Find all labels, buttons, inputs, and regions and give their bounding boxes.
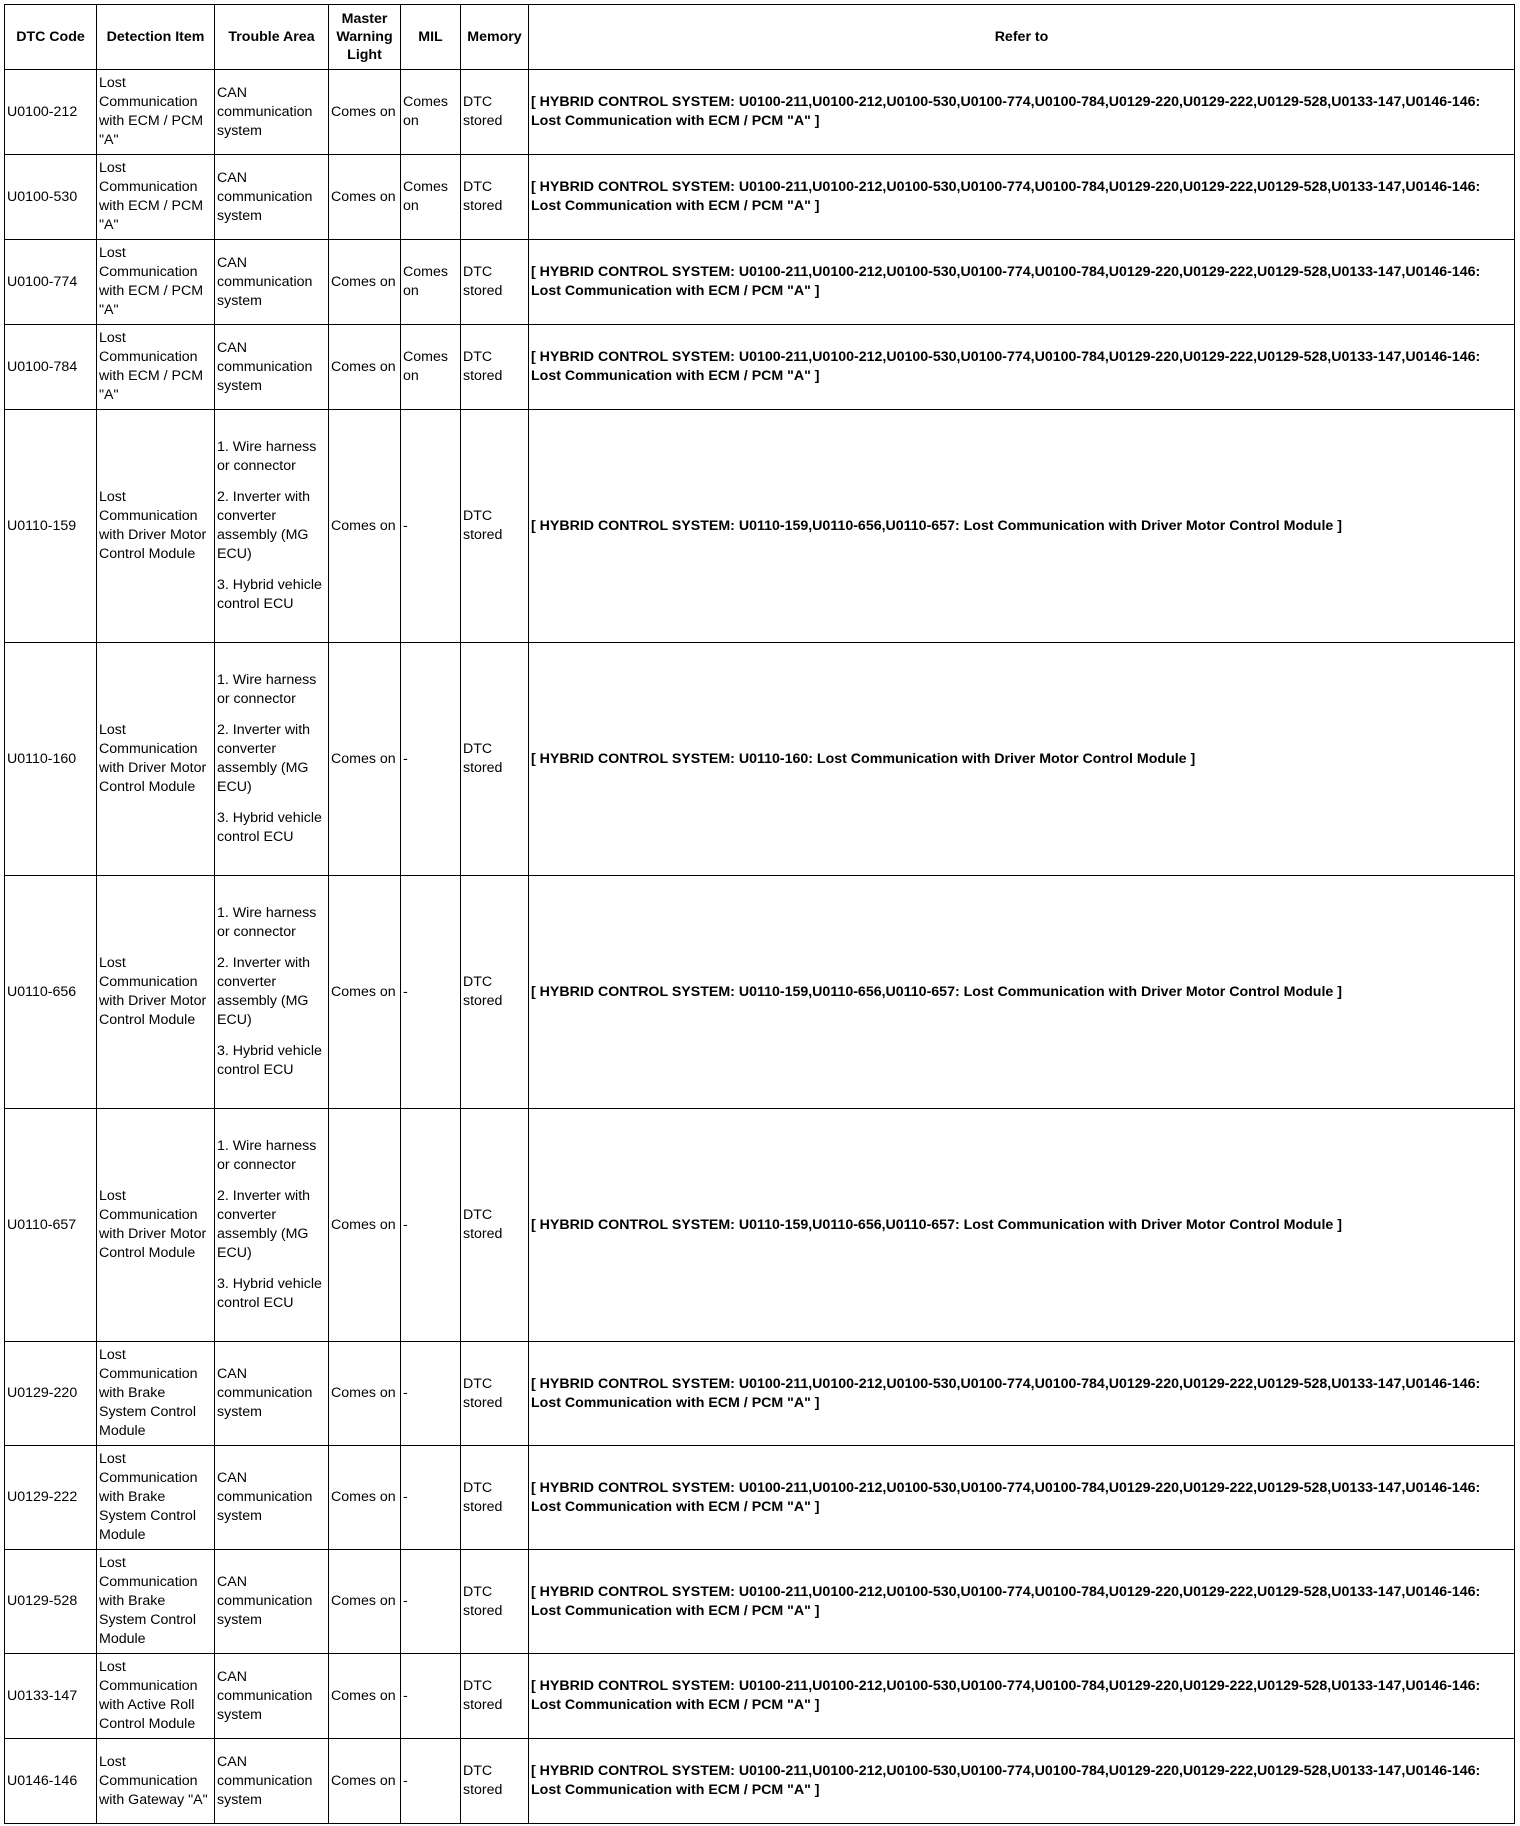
mil-cell: -: [401, 876, 461, 1109]
dtc-code-cell: U0129-528: [5, 1550, 97, 1654]
trouble-area-line: CAN communication system: [217, 1668, 313, 1723]
master-warning-cell: Comes on: [329, 70, 401, 155]
trouble-area-cell: [215, 1446, 329, 1550]
header-master-warning-light: Master Warning Light: [329, 5, 401, 70]
trouble-area-line: 2. Inverter with converter assembly (MG ECU): [217, 489, 311, 562]
table-row: [5, 155, 1515, 240]
table-row: [5, 1550, 1515, 1654]
trouble-area-cell: [215, 1739, 329, 1824]
trouble-area-cell: [215, 1550, 329, 1654]
table-row: [5, 643, 1515, 876]
dtc-code-cell: U0129-222: [5, 1446, 97, 1550]
trouble-area-line: CAN communication system: [217, 1574, 313, 1628]
memory-cell: DTC stored: [461, 410, 529, 643]
table-row: [5, 70, 1515, 155]
trouble-area-cell: [215, 325, 329, 410]
detection-item-cell: Lost Communication with Brake System Control Module: [97, 1342, 215, 1446]
mil-cell: -: [401, 1654, 461, 1739]
master-warning-cell: Comes on: [329, 1342, 401, 1446]
trouble-area-line: CAN communication system: [217, 84, 313, 139]
refer-to-cell: [ HYBRID CONTROL SYSTEM: U0100-211,U0100-212,U0100-530,U0100-774,U0100-784,U0129-220,U0129-222,U0129-528,U0133-147,U0146-146: Lost Communication with ECM / PCM "A" ]: [529, 1654, 1515, 1739]
header-mil: MIL: [401, 5, 461, 70]
trouble-area-line: 2. Inverter with converter assembly (MG ECU): [217, 1188, 311, 1261]
trouble-area-cell: [215, 155, 329, 240]
header-memory: Memory: [461, 5, 529, 70]
master-warning-cell: Comes on: [329, 155, 401, 240]
trouble-area-line: 2. Inverter with converter assembly (MG ECU): [217, 722, 311, 795]
master-warning-cell: Comes on: [329, 240, 401, 325]
trouble-area-line: 2. Inverter with converter assembly (MG ECU): [217, 955, 311, 1028]
mil-cell: -: [401, 1550, 461, 1654]
memory-cell: DTC stored: [461, 643, 529, 876]
mil-cell: -: [401, 1342, 461, 1446]
memory-cell: DTC stored: [461, 1739, 529, 1824]
table-row: [5, 1739, 1515, 1824]
mil-cell: -: [401, 1446, 461, 1550]
mil-cell: Comes on: [401, 325, 461, 410]
trouble-area-line: CAN communication system: [217, 254, 313, 309]
detection-item-cell: Lost Communication with Driver Motor Control Module: [97, 876, 215, 1109]
trouble-area-line: 3. Hybrid vehicle control ECU: [217, 577, 322, 612]
refer-to-cell: [ HYBRID CONTROL SYSTEM: U0110-159,U0110-656,U0110-657: Lost Communication with Driver Motor Control Module ]: [529, 410, 1515, 643]
master-warning-cell: Comes on: [329, 643, 401, 876]
trouble-area-line: CAN communication system: [217, 169, 313, 224]
dtc-code-cell: U0100-530: [5, 155, 97, 240]
memory-cell: DTC stored: [461, 1550, 529, 1654]
master-warning-cell: Comes on: [329, 1739, 401, 1824]
trouble-area-line: 1. Wire harness or connector: [217, 905, 317, 940]
dtc-code-cell: U0129-220: [5, 1342, 97, 1446]
mil-cell: Comes on: [401, 155, 461, 240]
table-row: [5, 876, 1515, 1109]
master-warning-cell: Comes on: [329, 876, 401, 1109]
trouble-area-line: CAN communication system: [217, 1753, 313, 1808]
dtc-table: [4, 4, 1515, 1824]
dtc-code-cell: U0146-146: [5, 1739, 97, 1824]
dtc-code-cell: U0110-657: [5, 1109, 97, 1342]
table-row: [5, 1446, 1515, 1550]
mil-cell: -: [401, 1739, 461, 1824]
memory-cell: DTC stored: [461, 1654, 529, 1739]
dtc-code-cell: U0110-656: [5, 876, 97, 1109]
trouble-area-cell: [215, 1342, 329, 1446]
master-warning-cell: Comes on: [329, 1109, 401, 1342]
refer-to-cell: [ HYBRID CONTROL SYSTEM: U0110-159,U0110-656,U0110-657: Lost Communication with Driver Motor Control Module ]: [529, 1109, 1515, 1342]
memory-cell: DTC stored: [461, 876, 529, 1109]
trouble-area-cell: [215, 240, 329, 325]
trouble-area-line: CAN communication system: [217, 1366, 313, 1420]
refer-to-cell: [ HYBRID CONTROL SYSTEM: U0100-211,U0100-212,U0100-530,U0100-774,U0100-784,U0129-220,U0129-222,U0129-528,U0133-147,U0146-146: Lost Communication with ECM / PCM "A" ]: [529, 155, 1515, 240]
detection-item-cell: Lost Communication with Driver Motor Control Module: [97, 410, 215, 643]
trouble-area-cell: [215, 876, 329, 1109]
trouble-area-line: 1. Wire harness or connector: [217, 439, 317, 474]
header-refer-to: Refer to: [529, 5, 1515, 70]
detection-item-cell: Lost Communication with Driver Motor Control Module: [97, 1109, 215, 1342]
refer-to-cell: [ HYBRID CONTROL SYSTEM: U0110-160: Lost Communication with Driver Motor Control Module ]: [529, 643, 1515, 876]
master-warning-cell: Comes on: [329, 1654, 401, 1739]
dtc-code-cell: U0110-160: [5, 643, 97, 876]
table-row: [5, 410, 1515, 643]
table-row: [5, 240, 1515, 325]
mil-cell: Comes on: [401, 240, 461, 325]
trouble-area-line: CAN communication system: [217, 339, 313, 394]
trouble-area-line: CAN communication system: [217, 1470, 313, 1524]
header-trouble-area: Trouble Area: [215, 5, 329, 70]
header-detection-item: Detection Item: [97, 5, 215, 70]
table-body: [5, 70, 1515, 1824]
dtc-code-cell: U0100-212: [5, 70, 97, 155]
table-row: [5, 1342, 1515, 1446]
refer-to-cell: [ HYBRID CONTROL SYSTEM: U0110-159,U0110-656,U0110-657: Lost Communication with Driver Motor Control Module ]: [529, 876, 1515, 1109]
trouble-area-line: 1. Wire harness or connector: [217, 1138, 317, 1173]
memory-cell: DTC stored: [461, 1446, 529, 1550]
master-warning-cell: Comes on: [329, 1446, 401, 1550]
memory-cell: DTC stored: [461, 70, 529, 155]
trouble-area-line: 1. Wire harness or connector: [217, 672, 317, 707]
trouble-area-cell: [215, 1109, 329, 1342]
memory-cell: DTC stored: [461, 1342, 529, 1446]
header-row: [5, 5, 1515, 70]
memory-cell: DTC stored: [461, 325, 529, 410]
memory-cell: DTC stored: [461, 155, 529, 240]
mil-cell: -: [401, 410, 461, 643]
detection-item-cell: Lost Communication with ECM / PCM "A": [97, 70, 215, 155]
refer-to-cell: [ HYBRID CONTROL SYSTEM: U0100-211,U0100-212,U0100-530,U0100-774,U0100-784,U0129-220,U0129-222,U0129-528,U0133-147,U0146-146: Lost Communication with ECM / PCM "A" ]: [529, 1739, 1515, 1824]
dtc-code-cell: U0110-159: [5, 410, 97, 643]
trouble-area-cell: [215, 410, 329, 643]
table-row: [5, 325, 1515, 410]
mil-cell: -: [401, 1109, 461, 1342]
refer-to-cell: [ HYBRID CONTROL SYSTEM: U0100-211,U0100-212,U0100-530,U0100-774,U0100-784,U0129-220,U0129-222,U0129-528,U0133-147,U0146-146: Lost Communication with ECM / PCM "A" ]: [529, 1446, 1515, 1550]
memory-cell: DTC stored: [461, 1109, 529, 1342]
dtc-table-page: [4, 4, 1516, 1822]
refer-to-cell: [ HYBRID CONTROL SYSTEM: U0100-211,U0100-212,U0100-530,U0100-774,U0100-784,U0129-220,U0129-222,U0129-528,U0133-147,U0146-146: Lost Communication with ECM / PCM "A" ]: [529, 1550, 1515, 1654]
trouble-area-cell: [215, 1654, 329, 1739]
detection-item-cell: Lost Communication with ECM / PCM "A": [97, 240, 215, 325]
master-warning-cell: Comes on: [329, 325, 401, 410]
detection-item-cell: Lost Communication with ECM / PCM "A": [97, 155, 215, 240]
dtc-code-cell: U0100-774: [5, 240, 97, 325]
trouble-area-cell: [215, 70, 329, 155]
refer-to-cell: [ HYBRID CONTROL SYSTEM: U0100-211,U0100-212,U0100-530,U0100-774,U0100-784,U0129-220,U0129-222,U0129-528,U0133-147,U0146-146: Lost Communication with ECM / PCM "A" ]: [529, 70, 1515, 155]
table-row: [5, 1654, 1515, 1739]
master-warning-cell: Comes on: [329, 410, 401, 643]
master-warning-cell: Comes on: [329, 1550, 401, 1654]
refer-to-cell: [ HYBRID CONTROL SYSTEM: U0100-211,U0100-212,U0100-530,U0100-774,U0100-784,U0129-220,U0129-222,U0129-528,U0133-147,U0146-146: Lost Communication with ECM / PCM "A" ]: [529, 325, 1515, 410]
trouble-area-cell: [215, 643, 329, 876]
trouble-area-line: 3. Hybrid vehicle control ECU: [217, 1043, 322, 1078]
trouble-area-line: 3. Hybrid vehicle control ECU: [217, 810, 322, 845]
refer-to-cell: [ HYBRID CONTROL SYSTEM: U0100-211,U0100-212,U0100-530,U0100-774,U0100-784,U0129-220,U0129-222,U0129-528,U0133-147,U0146-146: Lost Communication with ECM / PCM "A" ]: [529, 1342, 1515, 1446]
trouble-area-line: 3. Hybrid vehicle control ECU: [217, 1276, 322, 1311]
table-row: [5, 1109, 1515, 1342]
table-header: [5, 5, 1515, 70]
refer-to-cell: [ HYBRID CONTROL SYSTEM: U0100-211,U0100-212,U0100-530,U0100-774,U0100-784,U0129-220,U0129-222,U0129-528,U0133-147,U0146-146: Lost Communication with ECM / PCM "A" ]: [529, 240, 1515, 325]
detection-item-cell: Lost Communication with Driver Motor Control Module: [97, 643, 215, 876]
mil-cell: Comes on: [401, 70, 461, 155]
memory-cell: DTC stored: [461, 240, 529, 325]
detection-item-cell: Lost Communication with Brake System Control Module: [97, 1550, 215, 1654]
dtc-code-cell: U0133-147: [5, 1654, 97, 1739]
dtc-code-cell: U0100-784: [5, 325, 97, 410]
detection-item-cell: Lost Communication with Brake System Control Module: [97, 1446, 215, 1550]
header-dtc-code: DTC Code: [5, 5, 97, 70]
detection-item-cell: Lost Communication with ECM / PCM "A": [97, 325, 215, 410]
detection-item-cell: Lost Communication with Active Roll Control Module: [97, 1654, 215, 1739]
mil-cell: -: [401, 643, 461, 876]
detection-item-cell: Lost Communication with Gateway "A": [97, 1739, 215, 1824]
